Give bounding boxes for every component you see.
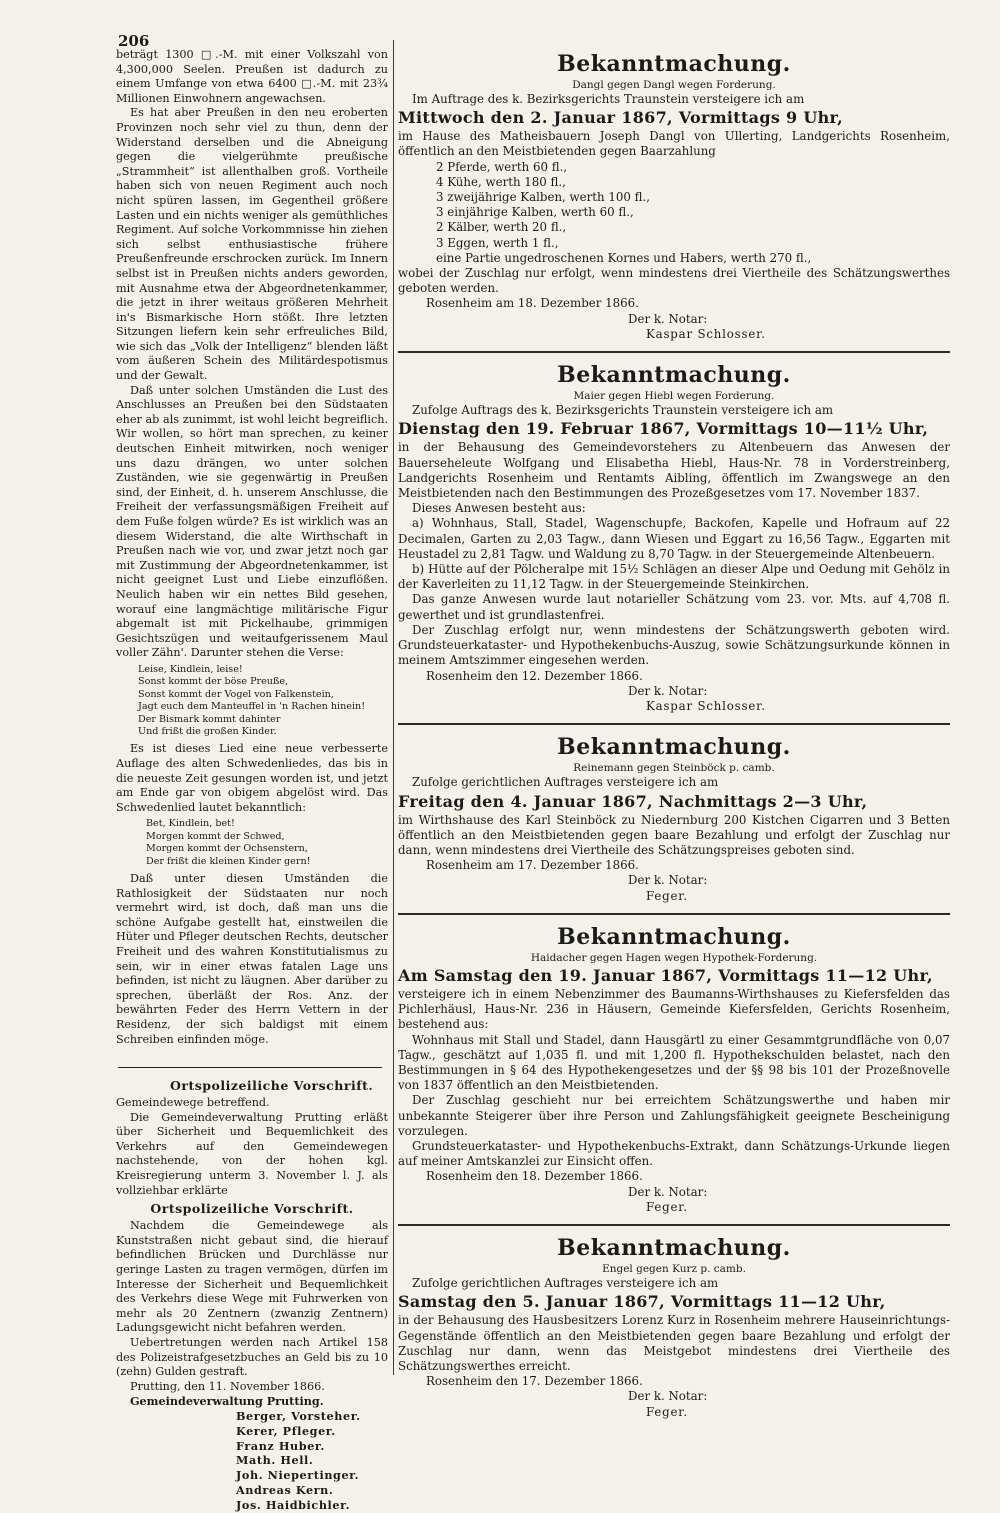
list-item: 3 zweijährige Kalben, werth 100 fl.,: [436, 190, 650, 205]
verse-line: Sonst kommt der Vogel von Falkenstein,: [138, 688, 334, 700]
article-paragraph: Es hat aber Preußen in den neu eroberten Provinzen noch sehr viel zu thun, denn der Widerstand derselben und die Abneigung gegen die vielgerühmte preußische „Strammheit“ ist allenthalben groß. Vortheile haben sich von neuen Regiment auch noch nicht spüren lassen, im Gegentheil größere Lasten und ein nichts weniger als gemüthliches Regiment. Auf solche Vorkommnisse hin ziehen sich selbst enthusiastische frühere Preußenfreunde erschrocken zurück. Im Innern selbst ist in Preußen nichts anders geworden, mit Ausnahme etwa der Abgeordnetenkammer, die jetzt in ihrer weitaus größeren Mehrheit in's Bismarkische Horn stößt. Ihre letzten Sitzungen liefern kein sehr erfreuliches Bild, wie sich das „Volk der Intelligenz“ blenden läßt vom äußeren Schein des Militärdespotismus und der Gewalt.: [116, 106, 388, 383]
article-paragraph: Daß unter diesen Umständen die Rathlosigkeit der Südstaaten nur noch vermehrt wird, ist doch, daß man uns die schöne Aufgabe gestellt hat, einstweilen die Hüter und Pfleger deutschen Rechts, deutscher Freiheit und des wahren Konstitutialismus zu sein, wir in einer etwas fatalen Lage uns befinden, ist nicht zu läugnen. Aber darüber zu sprechen, überläßt der Ros. Anz. der bewährten Feder des Herrn Vettern in der Residenz, der sich baldigst mit einem Schreiben einfinden möge.: [116, 871, 388, 1046]
list-item: 2 Kälber, werth 20 fl.,: [436, 220, 567, 235]
signer: Math. Hell.: [236, 1453, 314, 1468]
notice-paragraph: Grundsteuerkataster- und Hypothekenbuchs-Extrakt, dann Schätzungs-Urkunde liegen auf meiner Amtskanzlei zur Einsicht offen.: [398, 1138, 950, 1169]
notice-body: im Wirthshause des Karl Steinböck zu Niedernburg 200 Kistchen Cigarren und 3 Betten öffentlich an den Meistbietenden gegen baare Bezahlung und erfolgt der Zuschlag nur dann, wenn mindestens drei Viertheile des Schätzungspreises geboten sind.: [398, 812, 950, 857]
notice-place: Rosenheim den 17. Dezember 1866.: [426, 1374, 643, 1389]
notice-paragraph: Das ganze Anwesen wurde laut notarieller Schätzung vom 23. vor. Mts. auf 4,708 fl. gewerthet und ist grundlastenfrei.: [398, 592, 950, 622]
notice-date: Dienstag den 19. Februar 1867, Vormittags 10—11½ Uhr,: [398, 419, 929, 439]
notice-body: versteigere ich in einem Nebenzimmer des Baumanns-Wirthshauses zu Kiefersfelden das Pichlerhäusl, Haus-Nr. 236 in Häusern, Gemeinde Kiefersfelden, Gerichts Rosenheim, bestehend aus:: [398, 986, 950, 1032]
signer: Kerer, Pfleger.: [236, 1423, 336, 1438]
notice-place: Rosenheim am 18. Dezember 1866.: [426, 296, 639, 311]
notice-place: Rosenheim am 17. Dezember 1866.: [426, 858, 639, 873]
signer: Andreas Kern.: [236, 1482, 334, 1497]
right-column: [398, 48, 950, 1435]
article-paragraph: Es ist dieses Lied eine neue verbesserte Auflage des alten Schwedenliedes, das bis in die neueste Zeit gesungen worden ist, und jetzt am Ende gar von obigem abgelöst wird. Das Schwedenlied lautet bekanntlich:: [116, 742, 388, 814]
notice-5: [398, 1232, 950, 1429]
notice-parties: Reinemann gegen Steinböck p. camb.: [573, 762, 775, 775]
signer-list: [236, 1409, 388, 1513]
column-divider: [393, 40, 394, 1375]
verse-block: [146, 818, 388, 868]
item-list: [436, 160, 950, 266]
notice-title: Bekanntmachung.: [557, 362, 791, 389]
notice-parties: Dangl gegen Dangl wegen Forderung.: [572, 79, 776, 91]
notary-label: Der k. Notar:: [628, 1389, 708, 1404]
notice-intro: Zufolge gerichtlichen Auftrages versteigere ich am: [412, 1276, 719, 1291]
notary-label: Der k. Notar:: [628, 311, 708, 326]
ordinance-intro: Die Gemeindeverwaltung Prutting erläßt über Sicherheit und Bequemlichkeit des Verkehrs auf den Gemeindewegen nachstehende, von der hohen kgl. Kreisregierung unterm 3. November l. J. als vollziehbar erklärte: [116, 1110, 388, 1197]
list-item: 4 Kühe, werth 180 fl.,: [436, 174, 566, 189]
notice-4: [398, 921, 950, 1226]
verse-line: Der Bismark kommt dahinter: [138, 713, 281, 725]
notary-name: Feger.: [646, 1404, 688, 1419]
verse-line: Jagt euch dem Manteuffel in 'n Rachen hinein!: [138, 701, 366, 713]
notice-place: Rosenheim den 12. Dezember 1866.: [426, 668, 643, 683]
notice-tail: wobei der Zuschlag nur erfolgt, wenn mindestens drei Viertheile des Schätzungswerthes geboten werden.: [398, 266, 950, 296]
verse-line: Der frißt die kleinen Kinder gern!: [146, 855, 311, 867]
ordinance-authority: Gemeindeverwaltung Prutting.: [130, 1394, 324, 1409]
notice-paragraph: Dieses Anwesen besteht aus:: [412, 501, 586, 516]
notice-body: in der Behausung des Hausbesitzers Lorenz Kurz in Rosenheim mehrere Hauseinrichtungs-Gegenstände öffentlich an den Meistbietenden gegen baare Bezahlung und erfolgt der Zuschlag nur dann, wenn das Meistgebot mindestens drei Viertheile des Schätzungswerthes erreicht.: [398, 1313, 950, 1373]
notice-place: Rosenheim den 18. Dezember 1866.: [426, 1169, 643, 1184]
signer: Joh. Niepertinger.: [236, 1468, 360, 1483]
notice-title: Bekanntmachung.: [557, 923, 791, 950]
verse-line: Leise, Kindlein, leise!: [138, 663, 243, 675]
notice-parties: Maier gegen Hiebl wegen Forderung.: [573, 390, 775, 403]
ordinance-text: Nachdem die Gemeindewege als Kunststraßen nicht gebaut sind, die hierauf befindlichen Brücken und Durchlässe nur geringe Lasten zu tragen vermögen, dürfen im Interesse der Sicherheit und Bequemlichkeit des Verkehrs diese Wege mit Fuhrwerken von mehr als 20 Zentnern (zwanzig Zentnern) Ladungsgewicht nicht befahren werden.: [116, 1219, 388, 1335]
ordinance-heading: Ortspolizeiliche Vorschrift.: [170, 1078, 374, 1094]
verse-block: [138, 664, 388, 738]
ordinance-place: Prutting, den 11. November 1866.: [130, 1379, 325, 1393]
notice-paragraph: b) Hütte auf der Pölcheralpe mit 15½ Schlägen an dieser Alpe und Oedung mit Gehölz in der Kaverleiten zu 11,12 Tagw. in der Steuergemeinde Steinkirchen.: [398, 562, 950, 592]
list-item: 3 einjährige Kalben, werth 60 fl.,: [436, 205, 634, 220]
notice-date: Mittwoch den 2. Januar 1867, Vormittags 9 Uhr,: [398, 108, 843, 128]
verse-line: Morgen kommt der Schwed,: [146, 830, 285, 842]
notice-title: Bekanntmachung.: [557, 51, 791, 77]
notice-intro: Zufolge Auftrags des k. Bezirksgerichts Traunstein versteigere ich am: [412, 403, 834, 418]
ordinance-subject: Gemeindewege betreffend.: [116, 1096, 270, 1110]
list-item: 2 Pferde, werth 60 fl.,: [436, 159, 568, 174]
ordinance-heading-2: Ortspolizeiliche Vorschrift.: [150, 1201, 354, 1217]
notice-paragraph: Wohnhaus mit Stall und Stadel, dann Hausgärtl zu einer Gesammtgrundfläche von 0,07 Tagw., geschätzt auf 1,035 fl. und mit 1,200 fl. Hypothekschulden belastet, nach den Bestimmungen in § 64 des Hypothekengesetzes und der §§ 98 bis 101 der Prozeßnovelle von 1837 öffentlich an den Meistbietenden.: [398, 1032, 950, 1093]
verse-line: Sonst kommt der böse Preuße,: [138, 676, 289, 688]
notice-date: Am Samstag den 19. Januar 1867, Vormittags 11—12 Uhr,: [398, 965, 933, 985]
left-column: [116, 48, 388, 1513]
verse-line: Morgen kommt der Ochsenstern,: [146, 843, 308, 855]
verse-line: Bet, Kindlein, bet!: [146, 818, 235, 830]
notary-label: Der k. Notar:: [628, 1184, 708, 1199]
article-paragraph: beträgt 1300 □.-M. mit einer Volkszahl von 4,300,000 Seelen. Preußen ist dadurch zu einem Umfange von etwa 6400 □.-M. mit 23¾ Millionen Einwohnern angewachsen.: [116, 48, 388, 105]
signer: Jos. Haidbichler.: [236, 1497, 351, 1512]
notice-title: Bekanntmachung.: [557, 1235, 791, 1262]
signer: Franz Huber.: [236, 1438, 325, 1453]
notary-name: Feger.: [646, 888, 688, 903]
signer: Berger, Vorsteher.: [236, 1408, 361, 1423]
notice-body: in der Behausung des Gemeindevorstehers zu Altenbeuern das Anwesen der Bauerseheleute Wolfgang und Elisabetha Hiebl, Haus-Nr. 78 in Vorderstreinberg, Landgerichts Rosenheim und Rentamts Aibling, öffentlich im Zwangswege an den Meistbietenden nach den Bestimmungen des Prozeßgesetzes vom 17. November 1837.: [398, 440, 950, 501]
notice-paragraph: Der Zuschlag geschieht nur bei erreichtem Schätzungswerthe und haben mir unbekannte Steigerer über ihre Person und Zahlungsfähigkeit geeignete Bescheinigung vorzulegen.: [398, 1093, 950, 1138]
notice-3: [398, 731, 950, 915]
list-item: 3 Eggen, werth 1 fl.,: [436, 235, 559, 250]
list-item: eine Partie ungedroschenen Kornes und Habers, werth 270 fl.,: [436, 250, 812, 265]
notice-body: im Hause des Matheisbauern Joseph Dangl von Ullerting, Landgerichts Rosenheim, öffentlich an den Meistbietenden gegen Baarzahlung: [398, 129, 950, 159]
notice-date: Samstag den 5. Januar 1867, Vormittags 11—12 Uhr,: [398, 1292, 886, 1312]
notice-intro: Zufolge gerichtlichen Auftrages versteigere ich am: [412, 775, 719, 790]
notary-name: Feger.: [646, 1199, 688, 1214]
page-number: 206: [118, 32, 150, 50]
notice-1: [398, 48, 950, 353]
notice-parties: Engel gegen Kurz p. camb.: [602, 1263, 746, 1276]
notice-paragraph: Der Zuschlag erfolgt nur, wenn mindestens der Schätzungswerth geboten wird. Grundsteuerkataster- und Hypothekenbuchs-Auszug, sowie Schätzungsurkunde können in meinem Amtszimmer eingesehen werden.: [398, 622, 950, 668]
notice-date: Freitag den 4. Januar 1867, Nachmittags 2—3 Uhr,: [398, 791, 868, 811]
notice-paragraph: a) Wohnhaus, Stall, Stadel, Wagenschupfe, Backofen, Kapelle und Hofraum auf 22 Decimalen, Garten zu 2,03 Tagw., dann Wiesen und Eggart zu 16,56 Tagw., Eggarten mit Heustadel zu 2,81 Tagw. und Waldung zu 8,70 Tagw. in der Steuergemeinde Altenbeuern.: [398, 516, 950, 561]
notary-name: Kaspar Schlosser.: [646, 698, 766, 713]
section-separator: [118, 1067, 382, 1068]
notice-title: Bekanntmachung.: [557, 734, 791, 761]
notary-label: Der k. Notar:: [628, 683, 708, 698]
notary-label: Der k. Notar:: [628, 873, 708, 888]
notary-name: Kaspar Schlosser.: [646, 326, 766, 341]
ordinance-penalty: Uebertretungen werden nach Artikel 158 des Polizeistrafgesetzbuches an Geld bis zu 10 (zehn) Gulden gestraft.: [116, 1336, 388, 1379]
notice-parties: Haidacher gegen Hagen wegen Hypothek-Forderung.: [530, 951, 818, 964]
notice-intro: Im Auftrage des k. Bezirksgerichts Traunstein versteigere ich am: [412, 92, 805, 106]
notice-2: [398, 359, 950, 725]
verse-line: Und frißt die großen Kinder.: [138, 725, 277, 737]
article-paragraph: Daß unter solchen Umständen die Lust des Anschlusses an Preußen bei den Südstaaten eher ab als zunimmt, ist wohl leicht begreiflich. Wir wollen, so hört man sprechen, zu keiner deutschen Einheit mitwirken, noch weniger uns dazu drängen, wo unter solchen Zuständen, wie sie gegenwärtig in Preußen sind, der Einheit, d. h. unserem Anschlusse, die Freiheit der verfassungsmäßigen Freiheit auf dem Fuße folgen würde? Es ist wirklich was an diesem Widerstand, die alte Wirthschaft in Preußen nach wie vor, und zwar jetzt noch gar mit Zustimmung der Abgeordnetenkammer, ist nicht geeignet Lust und Liebe einzuflößen. Neulich haben wir ein nettes Bild gesehen, worauf eine langmächtige militärische Figur abgemalt ist mit Pickelhaube, grimmigen Gesichtszügen und weitaufgerissenem Maul voller Zähn'. Darunter stehen die Verse:: [116, 383, 388, 660]
